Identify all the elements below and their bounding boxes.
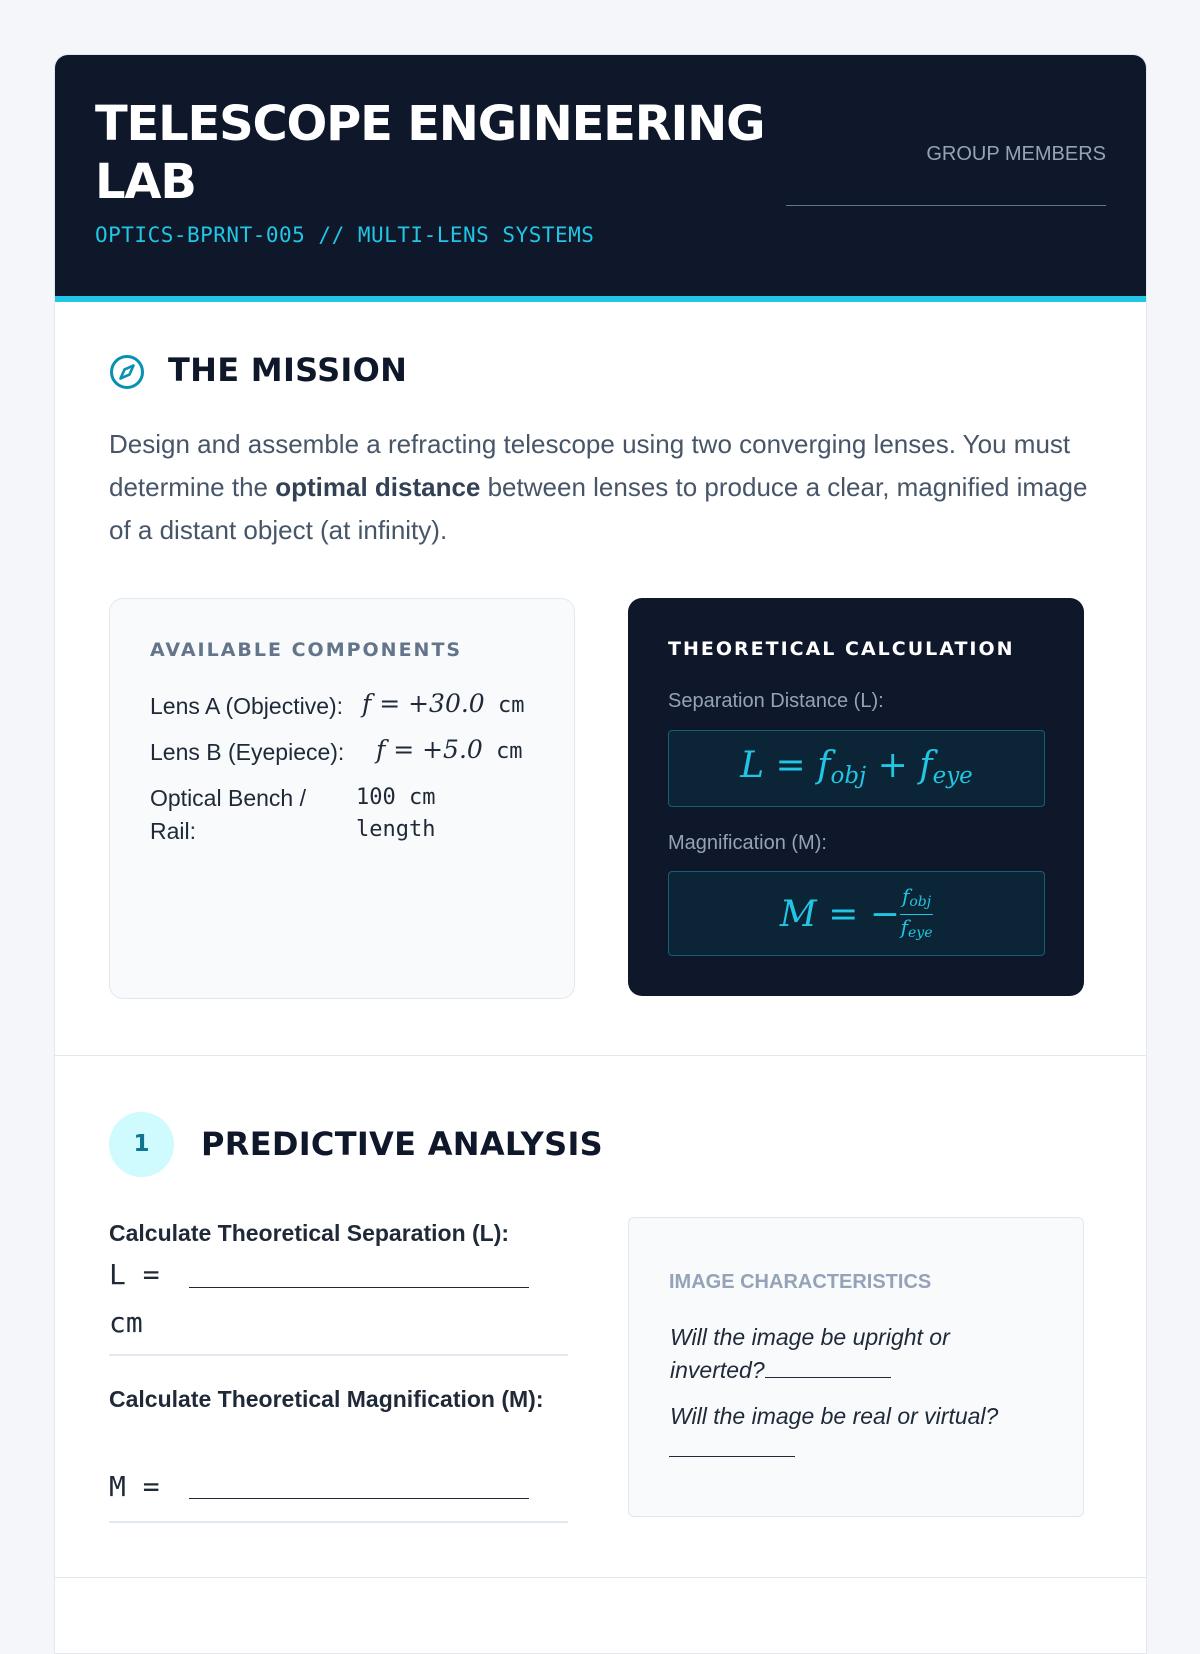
lens-b-focal: f = +5.0	[376, 735, 483, 764]
orientation-question-line1: Will the image be upright or	[670, 1324, 950, 1350]
mission-description	[109, 423, 1109, 552]
formula-m-den-sub: eye	[908, 925, 933, 941]
group-members-label: GROUP MEMBERS	[926, 143, 1106, 165]
bench-label-line2: Rail:	[150, 818, 197, 844]
image-characteristics-card	[628, 1217, 1084, 1517]
components-title: AVAILABLE COMPONENTS	[150, 639, 463, 661]
formula-m-num: f	[901, 884, 910, 908]
separation-label: Separation Distance (L):	[668, 690, 884, 712]
step-number-badge: 1	[109, 1112, 174, 1177]
formula-l-f1: f	[817, 745, 831, 786]
lens-a-focal: f = +30.0	[362, 689, 485, 718]
question-divider	[109, 1354, 568, 1356]
real-virtual-answer-field[interactable]	[669, 1456, 795, 1457]
separation-answer-field[interactable]	[189, 1287, 529, 1288]
bench-value-line1: 100 cm	[356, 785, 436, 810]
formula-m-lhs: M	[779, 894, 817, 935]
compass-icon	[109, 354, 145, 390]
section-divider	[55, 1577, 1146, 1578]
formula-l-f2: f	[919, 745, 933, 786]
formula-m-den: f	[900, 915, 908, 939]
lens-b-unit: cm	[496, 739, 523, 764]
magnification-formula	[668, 871, 1045, 956]
magnification-label: Magnification (M):	[668, 832, 827, 854]
formula-l-plus: +	[866, 745, 920, 786]
mission-text-start: Design and assemble a refracting telescope using two converging lenses. You must determine the	[109, 429, 1071, 502]
predictive-title: PREDICTIVE ANALYSIS	[201, 1125, 603, 1163]
magnification-answer-field[interactable]	[189, 1498, 529, 1499]
mission-text-emphasis: optimal distance	[275, 472, 481, 502]
lens-a-value	[362, 689, 524, 718]
calculation-card	[628, 598, 1084, 996]
formula-m-fraction	[900, 884, 933, 945]
calculation-title: THEORETICAL CALCULATION	[668, 638, 1015, 660]
lens-b-value	[376, 735, 523, 764]
separation-formula	[668, 730, 1045, 807]
group-members-field[interactable]	[786, 205, 1106, 206]
orientation-question-text: inverted?	[670, 1357, 765, 1383]
lens-a-unit: cm	[497, 693, 525, 718]
real-virtual-question: Will the image be real or virtual?	[670, 1403, 999, 1429]
separation-answer-prefix: L =	[109, 1258, 160, 1291]
bench-value-line2: length	[356, 817, 436, 842]
header	[55, 55, 1146, 302]
lens-b-label: Lens B (Eyepiece):	[150, 739, 345, 765]
mission-text-end: between lenses to produce a clear, magnified image of a distant object (at infinity).	[109, 472, 1088, 545]
question-divider	[109, 1521, 568, 1523]
section-divider	[55, 1055, 1146, 1056]
formula-l-lhs: L	[740, 745, 765, 786]
page-subtitle: OPTICS-BPRNT-005 // MULTI-LENS SYSTEMS	[95, 223, 595, 247]
formula-m-num-sub: obj	[909, 894, 932, 910]
formula-l-sub1: obj	[830, 763, 867, 789]
orientation-question-line2	[670, 1354, 891, 1387]
separation-question: Calculate Theoretical Separation (L):	[109, 1220, 510, 1246]
formula-l-sub2: eye	[932, 763, 973, 789]
bench-label-line1: Optical Bench /	[150, 785, 306, 811]
magnification-answer-prefix: M =	[109, 1470, 160, 1503]
formula-l-eq: =	[764, 745, 818, 786]
page-title: TELESCOPE ENGINEERING LAB	[95, 96, 765, 210]
mission-title: THE MISSION	[168, 351, 408, 389]
image-characteristics-title: IMAGE CHARACTERISTICS	[669, 1271, 932, 1293]
components-card	[109, 598, 575, 999]
lens-a-label: Lens A (Objective):	[150, 693, 344, 719]
separation-unit: cm	[109, 1306, 143, 1339]
orientation-answer-field[interactable]	[765, 1377, 891, 1378]
formula-m-eq: = −	[816, 894, 900, 935]
magnification-question: Calculate Theoretical Magnification (M):	[109, 1386, 544, 1412]
